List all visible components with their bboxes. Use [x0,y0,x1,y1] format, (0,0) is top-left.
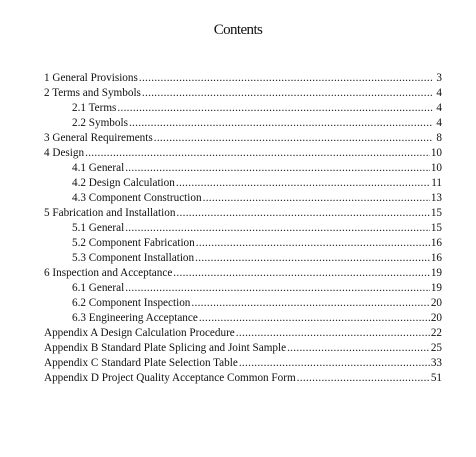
dot-leader [239,356,430,371]
toc-entry-label: 5.3 Component Installation [72,252,195,264]
toc-entry-page-number: 10 [430,147,442,159]
toc-entry[interactable] [44,356,442,371]
toc-entry-label: 5 Fabrication and Installation [44,207,176,219]
toc-entry-label: Appendix B Standard Plate Splicing and Joint Sample [44,342,287,354]
dot-leader [117,101,433,116]
toc-entry-page-number: 15 [430,207,442,219]
toc-entry-label: Appendix D Project Quality Acceptance Common Form [44,372,296,384]
dot-leader [85,146,430,161]
dot-leader [154,131,433,146]
toc-entry-label: 6.3 Engineering Acceptance [72,312,198,324]
toc-entry-page-number: 20 [430,297,442,309]
toc-entry[interactable] [44,101,442,116]
dot-leader [297,371,430,386]
toc-entry-label: 5.1 General [72,222,125,234]
toc-entry[interactable] [44,206,442,221]
dot-leader [195,251,430,266]
toc-entry-label: 4.2 Design Calculation [72,177,175,189]
toc-entry-page-number: 16 [430,252,442,264]
toc-entry[interactable] [44,176,442,191]
dot-leader [125,221,430,236]
toc-entry-page-number: 25 [430,342,442,354]
toc-entry-label: 6.1 General [72,282,125,294]
dot-leader [199,311,430,326]
toc-entry[interactable] [44,326,442,341]
dot-leader [125,281,430,296]
toc-entry-page-number: 15 [430,222,442,234]
toc-entry[interactable] [44,281,442,296]
dot-leader [176,206,429,221]
toc-entry[interactable] [44,221,442,236]
toc-entry-page-number: 4 [436,102,442,114]
toc-entry-label: 4.3 Component Construction [72,192,202,204]
page-title: Contents [213,22,263,38]
dot-leader [142,86,433,101]
dot-leader [176,176,430,191]
toc-entry-page-number: 33 [430,357,442,369]
toc-entry[interactable] [44,86,442,101]
toc-entry[interactable] [44,236,442,251]
toc-entry[interactable] [44,71,442,86]
toc-entry-label: 6 Inspection and Acceptance [44,267,173,279]
toc-entry-page-number: 22 [430,327,442,339]
dot-leader [125,161,430,176]
toc-entry-page-number: 20 [430,312,442,324]
toc-entry-page-number: 19 [430,282,442,294]
toc-entry-page-number: 4 [436,117,442,129]
dot-leader [236,326,430,341]
toc-entry-page-number: 8 [436,132,442,144]
toc-entry-label: 3 General Requirements [44,132,153,144]
toc-entry[interactable] [44,296,442,311]
dot-leader [191,296,429,311]
dot-leader [173,266,430,281]
dot-leader [196,236,430,251]
toc-entry-page-number: 3 [436,72,442,84]
toc-entry[interactable] [44,266,442,281]
toc-entry-label: 2 Terms and Symbols [44,87,141,99]
toc-entry[interactable] [44,161,442,176]
toc-entry-label: 6.2 Component Inspection [72,297,191,309]
toc-entry[interactable] [44,191,442,206]
dot-leader [129,116,433,131]
toc-entry-page-number: 10 [430,162,442,174]
toc-entry-label: 4.1 General [72,162,125,174]
toc-entry[interactable] [44,116,442,131]
toc-entry-page-number: 16 [430,237,442,249]
table-of-contents [44,71,442,386]
toc-entry-page-number: 13 [430,192,442,204]
toc-entry-label: Appendix C Standard Plate Selection Table [44,357,238,369]
toc-entry-page-number: 11 [431,177,442,189]
toc-entry-page-number: 51 [430,372,442,384]
toc-entry[interactable] [44,251,442,266]
toc-entry-label: 2.1 Terms [72,102,117,114]
toc-entry[interactable] [44,311,442,326]
toc-entry-label: 5.2 Component Fabrication [72,237,195,249]
toc-entry[interactable] [44,146,442,161]
toc-entry-label: Appendix A Design Calculation Procedure [44,327,235,339]
toc-entry[interactable] [44,341,442,356]
toc-entry-page-number: 4 [436,87,442,99]
toc-entry-label: 2.2 Symbols [72,117,128,129]
dot-leader [139,71,433,86]
dot-leader [203,191,430,206]
dot-leader [287,341,430,356]
toc-entry-page-number: 19 [430,267,442,279]
toc-entry[interactable] [44,131,442,146]
toc-entry-label: 4 Design [44,147,85,159]
toc-entry[interactable] [44,371,442,386]
toc-entry-label: 1 General Provisions [44,72,138,84]
